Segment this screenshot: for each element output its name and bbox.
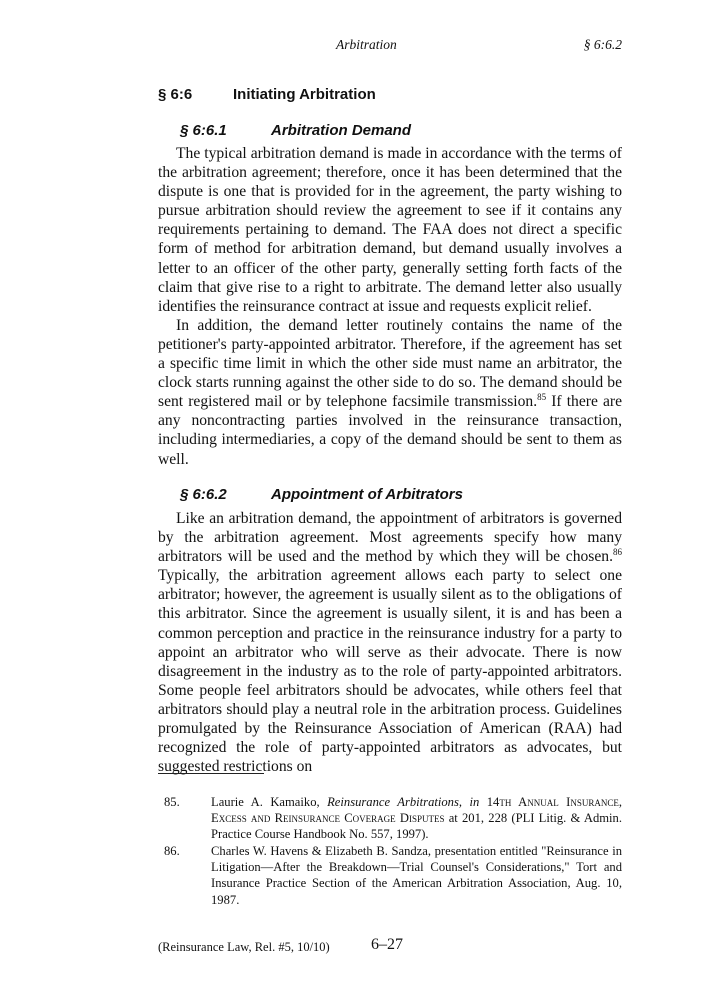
paragraph-text: Typically, the arbitration agreement allows each party to select one arbitrator; however, the agreement is usually silent as to the obligations of this arbitrator. Since the agreement is usually silent, it is and has been a common perception and practice in the reinsurance industry for a party to appoint an arbitrator who will serve as their advocate. There is now disagreement in the industry as to the role of party-appointed arbitrators. Some people feel arbitrators should be advocates, while others feel that arbitrators should play a neutral role in the arbitration process. Guidelines promulgated by the Reinsurance Association of American (RAA) had recognized the role of party-appointed arbitrators as advocates, but suggested restrictions on (158, 567, 622, 776)
subsection-number: § 6:6.1 (180, 122, 227, 139)
subsection-title: Appointment of Arbitrators (271, 486, 463, 503)
section-number: § 6:6 (158, 86, 193, 103)
paragraph-text: In addition, the demand letter routinely contains the name of the petitioner's party-appointed arbitrator. Therefore, if the agreement has set a specific time limit in which the other side must name an arbitrator, the clock starts running against the other side to do so. The demand should be sent registered mail or by telephone facsimile transmission. (158, 316, 622, 411)
release-info: (Reinsurance Law, Rel. #5, 10/10) (158, 940, 330, 954)
footnote-85 (158, 794, 622, 843)
paragraph-text: Like an arbitration demand, the appointment of arbitrators is governed by the arbitration agreement. Most agreements specify how many arbitrators will be used and the method by which they will be chosen. (158, 510, 622, 566)
section-title: Initiating Arbitration (233, 86, 376, 103)
running-head (158, 37, 622, 57)
footnote-number: 85. (164, 795, 180, 809)
running-head-section: § 6:6.2 (583, 37, 622, 52)
footnote-text: Charles W. Havens & Elizabeth B. Sandza, presentation entitled "Reinsurance in Litigation—After the Breakdown—Trial Counsel's Considerations," Tort and Insurance Practice Section of the American Arbitration Association, Aug. 10, 1987. (211, 844, 622, 907)
footnote-divider (158, 773, 264, 774)
page-number: 6–27 (371, 936, 403, 953)
arbitration-demand-body (158, 144, 622, 469)
paragraph-text: If there are any noncontracting parties involved in the reinsurance transaction, including intermediaries, a copy of the demand should be sent to them as well. (158, 393, 622, 468)
paragraph (158, 509, 622, 776)
subsection-title: Arbitration Demand (271, 122, 412, 139)
footnote-text: Laurie A. Kamaiko, Reinsurance Arbitrations, in 14th Annual Insurance, Excess and Reinsurance Coverage Disputes at 201, 228 (PLI Litig. & Admin. Practice Course Handbook No. 557, 1997). (211, 795, 623, 842)
appointment-body (158, 509, 622, 776)
footnote-86 (158, 843, 622, 908)
footnote-number: 86. (164, 844, 180, 858)
paragraph (158, 316, 622, 469)
running-head-title: Arbitration (336, 37, 397, 52)
paragraph: The typical arbitration demand is made in accordance with the terms of the arbitration agreement; therefore, once it has been determined that the dispute is one that is provided for in the agreement, the party wishing to pursue arbitration should review the agreement to see if it contains any requirements pertaining to demand. The FAA does not direct a specific form of method for arbitration demand, but demand usually involves a letter to an officer of the other party, generally setting forth facts of the claim that give rise to a right to arbitrate. The demand letter also usually identifies the reinsurance contract at issue and requests explicit relief. (158, 145, 622, 315)
footnote-ref-85[interactable]: 85 (537, 392, 547, 403)
footnote-publication: 14th Annual Insurance, Excess and Reinsurance Coverage Disputes (211, 795, 623, 826)
footnote-ref-86[interactable]: 86 (613, 547, 622, 557)
footnote-work-title: Reinsurance Arbitrations (327, 795, 459, 809)
subsection-number: § 6:6.2 (180, 486, 227, 503)
